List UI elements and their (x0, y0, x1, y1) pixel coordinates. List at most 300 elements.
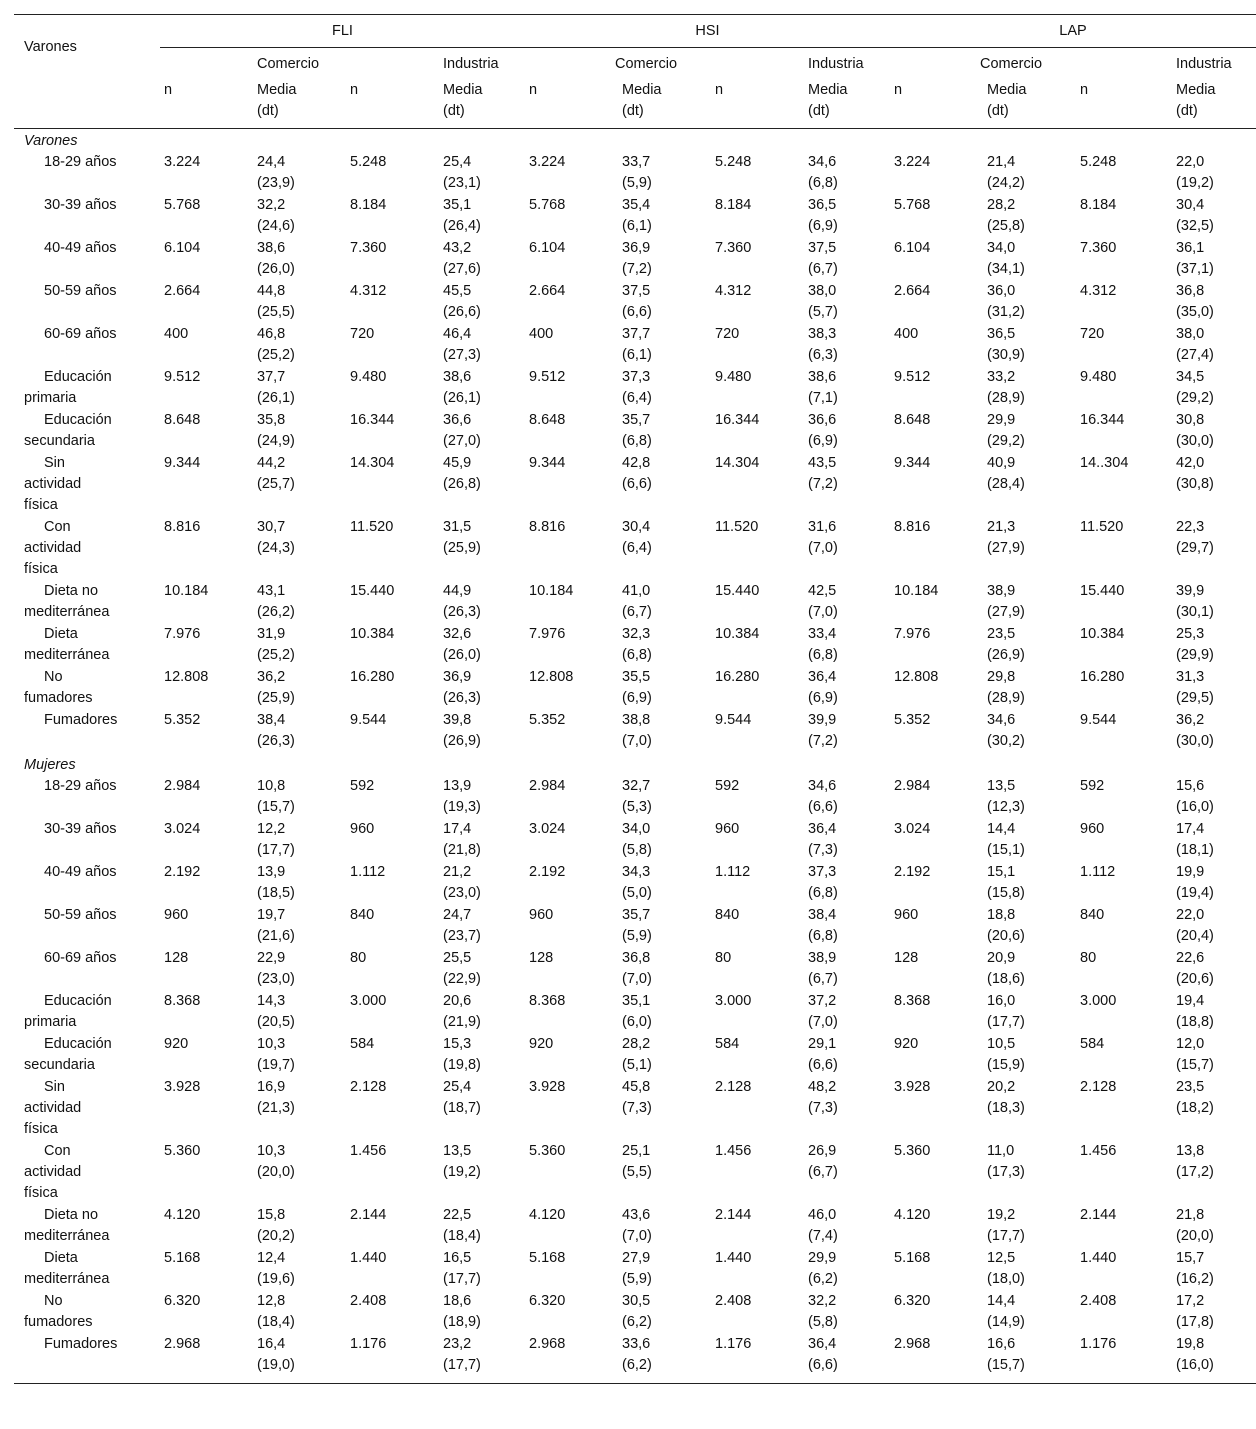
media-value: 36,1 (1176, 240, 1205, 256)
row-label-line: Con (44, 519, 71, 535)
dt-value: (15,7) (987, 1357, 1025, 1373)
cell-media-dt (618, 281, 711, 324)
media-value: 23,5 (1176, 1079, 1205, 1095)
n-value: 8.184 (715, 197, 752, 213)
dt-value: (6,8) (808, 928, 838, 944)
dt-value: (20,6) (987, 928, 1025, 944)
media-value: 29,8 (987, 669, 1016, 685)
media-value: 31,6 (808, 519, 837, 535)
media-value: 12,0 (1176, 1036, 1205, 1052)
media-value: 11,0 (987, 1143, 1015, 1159)
n-value: 400 (894, 326, 919, 342)
cell-media-dt (804, 1205, 890, 1248)
media-value: 34,5 (1176, 369, 1205, 385)
cell-media-dt (983, 948, 1076, 991)
cell-n (346, 905, 439, 948)
media-value: 29,9 (987, 412, 1016, 428)
cell-media-dt (1172, 819, 1256, 862)
cell-n (890, 453, 983, 517)
dt-value: (30,9) (987, 347, 1025, 363)
cell-n (890, 862, 983, 905)
cell-media-dt (253, 152, 346, 195)
dt-value: (20,6) (1176, 971, 1214, 987)
media-value: 24,4 (257, 154, 286, 170)
media-value: 31,9 (257, 626, 286, 642)
cell-n (525, 152, 618, 195)
cell-media-dt (804, 862, 890, 905)
dt-value: (25,8) (987, 218, 1025, 234)
cell-media-dt (618, 667, 711, 710)
cell-media-dt (618, 1334, 711, 1377)
dt-value: (26,3) (443, 690, 481, 706)
group-header-lap: LAP (890, 15, 1256, 48)
column-header-dt: (dt) (987, 103, 1009, 119)
cell-media-dt (618, 948, 711, 991)
n-value: 2.192 (164, 864, 201, 880)
cell-n (346, 581, 439, 624)
media-value: 12,5 (987, 1250, 1016, 1266)
dt-value: (27,9) (987, 604, 1025, 620)
column-header-n: n (346, 80, 439, 129)
cell-n (160, 1077, 253, 1141)
n-value: 12.808 (529, 669, 574, 685)
cell-n (711, 238, 804, 281)
media-value: 16,0 (987, 993, 1016, 1009)
cell-media-dt (1172, 367, 1256, 410)
cell-media-dt (804, 1077, 890, 1141)
media-value: 41,0 (622, 583, 651, 599)
n-value: 7.976 (529, 626, 566, 642)
dt-value: (30,0) (1176, 733, 1214, 749)
n-value: 8.816 (529, 519, 566, 535)
dt-value: (16,0) (1176, 799, 1214, 815)
cell-media-dt (804, 1034, 890, 1077)
row-label-line: secundaria (24, 1057, 95, 1073)
cell-n (1076, 1291, 1172, 1334)
n-value: 8.368 (164, 993, 201, 1009)
cell-n (1076, 281, 1172, 324)
dt-value: (6,7) (808, 1164, 838, 1180)
media-value: 32,7 (622, 778, 651, 794)
media-value: 43,5 (808, 455, 837, 471)
n-value: 2.144 (1080, 1207, 1117, 1223)
cell-media-dt (983, 517, 1076, 581)
table-row (14, 581, 1256, 624)
cell-media-dt (804, 1248, 890, 1291)
media-value: 13,9 (257, 864, 286, 880)
media-value: 19,4 (1176, 993, 1205, 1009)
cell-media-dt (1172, 453, 1256, 517)
dt-value: (26,9) (987, 647, 1025, 663)
media-value: 27,9 (622, 1250, 651, 1266)
dt-value: (27,6) (443, 261, 481, 277)
n-value: 7.976 (894, 626, 931, 642)
dt-value: (6,2) (622, 1357, 652, 1373)
cell-n (890, 667, 983, 710)
n-value: 8.648 (894, 412, 931, 428)
cell-media-dt (1172, 776, 1256, 819)
dt-value: (6,6) (622, 476, 652, 492)
dt-value: (29,2) (987, 433, 1025, 449)
dt-value: (26,9) (443, 733, 481, 749)
cell-n (160, 152, 253, 195)
row-label-line: mediterránea (24, 647, 110, 663)
dt-value: (6,6) (622, 304, 652, 320)
media-value: 13,9 (443, 778, 472, 794)
cell-n (160, 1248, 253, 1291)
column-header-dt: (dt) (1176, 103, 1198, 119)
cell-n (890, 152, 983, 195)
cell-media-dt (253, 195, 346, 238)
cell-n (160, 1141, 253, 1205)
column-header-media-dt (983, 80, 1076, 129)
cell-n (711, 1205, 804, 1248)
media-value: 43,2 (443, 240, 472, 256)
dt-value: (21,8) (443, 842, 481, 858)
dt-value: (6,6) (808, 799, 838, 815)
row-label (14, 624, 160, 667)
n-value: 5.352 (164, 712, 201, 728)
cell-media-dt (804, 581, 890, 624)
cell-media-dt (1172, 991, 1256, 1034)
table-row (14, 238, 1256, 281)
n-value: 4.312 (350, 283, 387, 299)
row-label-line: mediterránea (24, 604, 110, 620)
media-value: 17,4 (1176, 821, 1205, 837)
dt-value: (20,0) (257, 1164, 295, 1180)
row-label-line: 30-39 años (44, 821, 117, 837)
dt-value: (18,4) (257, 1314, 295, 1330)
n-value: 6.104 (529, 240, 566, 256)
cell-n (711, 281, 804, 324)
n-value: 10.184 (164, 583, 209, 599)
row-label-line: primaria (24, 1014, 77, 1030)
cell-n (346, 1034, 439, 1077)
cell-media-dt (804, 410, 890, 453)
dt-value: (6,7) (622, 604, 652, 620)
cell-media-dt (439, 1248, 525, 1291)
cell-n (1076, 948, 1172, 991)
table-header (14, 15, 1256, 129)
cell-n (890, 819, 983, 862)
media-value: 22,9 (257, 950, 286, 966)
media-value: 21,3 (987, 519, 1016, 535)
dt-value: (19,0) (257, 1357, 295, 1373)
table-row (14, 367, 1256, 410)
cell-media-dt (618, 776, 711, 819)
row-label-line: 60-69 años (44, 950, 117, 966)
column-header-media-dt (804, 80, 890, 129)
media-value: 42,5 (808, 583, 837, 599)
dt-value: (18,2) (1176, 1100, 1214, 1116)
table-row (14, 1141, 1256, 1205)
dt-value: (17,7) (987, 1228, 1025, 1244)
dt-value: (25,5) (257, 304, 295, 320)
cell-media-dt (804, 517, 890, 581)
cell-n (1076, 667, 1172, 710)
cell-media-dt (439, 710, 525, 753)
dt-value: (26,0) (443, 647, 481, 663)
cell-media-dt (983, 238, 1076, 281)
media-value: 30,5 (622, 1293, 651, 1309)
n-value: 6.320 (894, 1293, 931, 1309)
cell-media-dt (618, 410, 711, 453)
cell-n (525, 710, 618, 753)
cell-media-dt (804, 152, 890, 195)
media-value: 10,5 (987, 1036, 1016, 1052)
cell-n (1076, 991, 1172, 1034)
dt-value: (17,3) (987, 1164, 1025, 1180)
n-value: 8.184 (350, 197, 387, 213)
media-value: 37,3 (808, 864, 837, 880)
cell-n (890, 776, 983, 819)
n-value: 9.344 (529, 455, 566, 471)
n-value: 1.176 (715, 1336, 752, 1352)
row-label-line: mediterránea (24, 1228, 110, 1244)
cell-n (346, 453, 439, 517)
media-value: 40,9 (987, 455, 1016, 471)
cell-media-dt (618, 581, 711, 624)
column-header-dt: (dt) (808, 103, 830, 119)
dt-value: (26,8) (443, 476, 481, 492)
dt-value: (17,2) (1176, 1164, 1214, 1180)
n-value: 3.224 (529, 154, 566, 170)
n-value: 16.344 (1080, 412, 1125, 428)
cell-media-dt (804, 281, 890, 324)
n-value: 14.304 (715, 455, 760, 471)
dt-value: (23,0) (257, 971, 295, 987)
cell-media-dt (439, 1034, 525, 1077)
n-value: 10.384 (350, 626, 395, 642)
dt-value: (20,2) (257, 1228, 295, 1244)
dt-value: (7,2) (622, 261, 652, 277)
dt-value: (18,0) (987, 1271, 1025, 1287)
n-value: 920 (164, 1036, 189, 1052)
cell-media-dt (983, 281, 1076, 324)
cell-media-dt (983, 819, 1076, 862)
n-value: 2.984 (164, 778, 201, 794)
media-value: 16,9 (257, 1079, 286, 1095)
n-value: 10.184 (894, 583, 939, 599)
cell-media-dt (983, 710, 1076, 753)
n-value: 1.112 (1080, 864, 1116, 880)
dt-value: (7,2) (808, 476, 838, 492)
cell-n (711, 991, 804, 1034)
media-value: 20,6 (443, 993, 472, 1009)
cell-media-dt (618, 862, 711, 905)
row-label-line: física (24, 1121, 58, 1137)
media-value: 46,4 (443, 326, 472, 342)
media-value: 25,5 (443, 950, 472, 966)
n-value: 80 (1080, 950, 1097, 966)
cell-media-dt (983, 1291, 1076, 1334)
media-value: 38,6 (257, 240, 286, 256)
cell-n (890, 991, 983, 1034)
dt-value: (6,9) (808, 433, 838, 449)
n-value: 5.768 (529, 197, 566, 213)
table-row (14, 905, 1256, 948)
cell-media-dt (804, 1334, 890, 1377)
n-value: 5.248 (1080, 154, 1117, 170)
subgroup-header: Industria (443, 55, 499, 72)
cell-n (711, 667, 804, 710)
media-value: 25,4 (443, 154, 472, 170)
media-value: 33,2 (987, 369, 1016, 385)
table-row (14, 195, 1256, 238)
column-header-dt: (dt) (257, 103, 279, 119)
cell-n (346, 819, 439, 862)
dt-value: (35,0) (1176, 304, 1214, 320)
row-label (14, 281, 160, 324)
row-label-line: Dieta (44, 1250, 78, 1266)
n-value: 2.128 (715, 1079, 752, 1095)
n-value: 5.360 (529, 1143, 566, 1159)
n-value: 128 (894, 950, 919, 966)
cell-media-dt (804, 776, 890, 819)
n-value: 2.984 (529, 778, 566, 794)
n-value: 7.360 (715, 240, 752, 256)
cell-n (160, 905, 253, 948)
cell-n (1076, 624, 1172, 667)
media-value: 19,9 (1176, 864, 1205, 880)
cell-media-dt (253, 905, 346, 948)
row-label (14, 195, 160, 238)
media-value: 22,0 (1176, 154, 1205, 170)
dt-value: (21,3) (257, 1100, 295, 1116)
cell-media-dt (253, 1334, 346, 1377)
row-label (14, 862, 160, 905)
cell-n (890, 367, 983, 410)
cell-media-dt (618, 710, 711, 753)
n-value: 4.120 (164, 1207, 201, 1223)
dt-value: (26,3) (443, 604, 481, 620)
cell-media-dt (983, 776, 1076, 819)
n-value: 3.000 (350, 993, 387, 1009)
dt-value: (7,3) (622, 1100, 652, 1116)
column-header-n: n (1076, 80, 1172, 129)
media-value: 38,8 (622, 712, 651, 728)
cell-n (525, 776, 618, 819)
dt-value: (21,9) (443, 1014, 481, 1030)
media-value: 38,6 (808, 369, 837, 385)
row-label-line: Dieta no (44, 583, 99, 599)
cell-media-dt (253, 991, 346, 1034)
cell-media-dt (983, 1034, 1076, 1077)
n-value: 1.440 (1080, 1250, 1117, 1266)
cell-n (160, 1205, 253, 1248)
media-value: 46,8 (257, 326, 286, 342)
dt-value: (18,6) (987, 971, 1025, 987)
column-header-dt: (dt) (443, 103, 465, 119)
n-value: 5.168 (529, 1250, 566, 1266)
row-label-line: No (44, 1293, 63, 1309)
column-header-n: n (711, 80, 804, 129)
row-label (14, 367, 160, 410)
cell-n (160, 624, 253, 667)
n-value: 5.248 (715, 154, 752, 170)
row-label-line: física (24, 497, 58, 513)
cell-media-dt (1172, 624, 1256, 667)
n-value: 6.104 (164, 240, 201, 256)
media-value: 34,6 (808, 778, 837, 794)
n-value: 15.440 (715, 583, 760, 599)
dt-value: (23,0) (443, 885, 481, 901)
cell-n (890, 624, 983, 667)
media-value: 20,2 (987, 1079, 1016, 1095)
cell-n (346, 710, 439, 753)
n-value: 2.144 (715, 1207, 752, 1223)
row-label-line: Fumadores (44, 1336, 118, 1352)
row-label-line: Con (44, 1143, 71, 1159)
n-value: 3.928 (164, 1079, 201, 1095)
cell-n (711, 453, 804, 517)
n-value: 960 (350, 821, 375, 837)
dt-value: (7,0) (808, 604, 838, 620)
row-label-line: mediterránea (24, 1271, 110, 1287)
cell-n (346, 667, 439, 710)
cell-n (525, 624, 618, 667)
cell-media-dt (439, 238, 525, 281)
row-label (14, 453, 160, 517)
cell-n (160, 410, 253, 453)
n-value: 1.456 (350, 1143, 387, 1159)
cell-media-dt (253, 453, 346, 517)
n-value: 3.024 (164, 821, 201, 837)
n-value: 8.816 (894, 519, 931, 535)
cell-n (346, 367, 439, 410)
dt-value: (19,3) (443, 799, 481, 815)
cell-media-dt (804, 1291, 890, 1334)
row-label (14, 1077, 160, 1141)
dt-value: (6,6) (808, 1057, 838, 1073)
n-value: 9.480 (715, 369, 752, 385)
cell-media-dt (1172, 410, 1256, 453)
dt-value: (25,9) (443, 540, 481, 556)
dt-value: (5,5) (622, 1164, 652, 1180)
n-value: 16.344 (350, 412, 395, 428)
column-header-media-dt (253, 80, 346, 129)
media-value: 44,9 (443, 583, 472, 599)
subgroup-header: Industria (1176, 55, 1232, 72)
dt-value: (6,8) (808, 885, 838, 901)
cell-n (525, 905, 618, 948)
media-value: 32,2 (808, 1293, 837, 1309)
n-value: 1.176 (1080, 1336, 1117, 1352)
media-value: 22,0 (1176, 907, 1205, 923)
n-value: 16.280 (1080, 669, 1125, 685)
media-value: 37,7 (622, 326, 651, 342)
dt-value: (18,9) (443, 1314, 481, 1330)
cell-n (160, 324, 253, 367)
cell-n (160, 517, 253, 581)
dt-value: (6,9) (808, 218, 838, 234)
dt-value: (6,7) (808, 971, 838, 987)
dt-value: (24,6) (257, 218, 295, 234)
dt-value: (6,9) (808, 690, 838, 706)
media-value: 36,8 (1176, 283, 1205, 299)
table-row (14, 1334, 1256, 1377)
row-label (14, 991, 160, 1034)
cell-media-dt (253, 324, 346, 367)
media-value: 16,5 (443, 1250, 472, 1266)
row-label-line: 40-49 años (44, 240, 117, 256)
cell-n (1076, 324, 1172, 367)
cell-media-dt (804, 1141, 890, 1205)
dt-value: (23,7) (443, 928, 481, 944)
dt-value: (21,6) (257, 928, 295, 944)
n-value: 584 (350, 1036, 375, 1052)
cell-media-dt (983, 195, 1076, 238)
